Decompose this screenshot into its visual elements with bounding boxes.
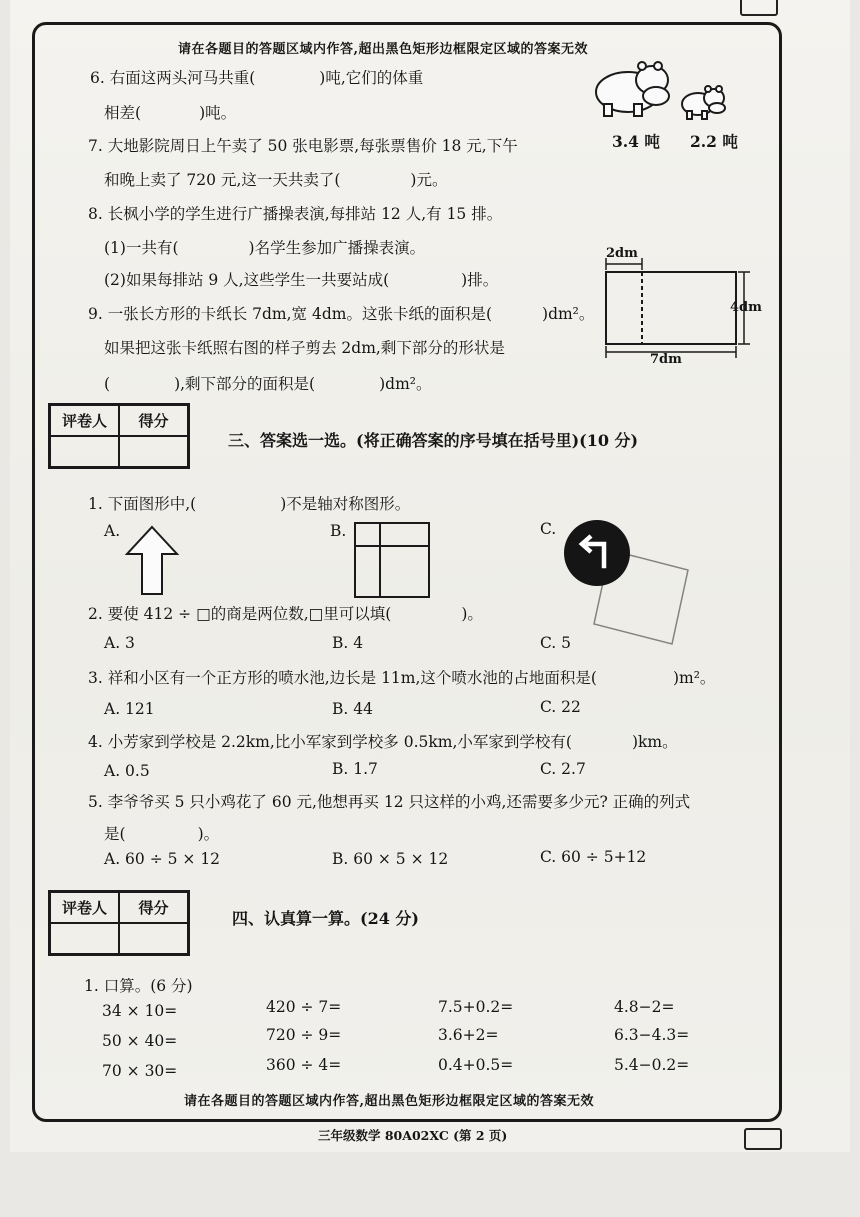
mental-col2-row1: 420 ÷ 7= — [266, 998, 342, 1016]
mental-col4-row3: 5.4−0.2= — [614, 1056, 690, 1074]
mental-col1-row3: 70 × 30= — [102, 1062, 178, 1080]
hippo-weight-small: 2.2 吨 — [690, 132, 738, 151]
q7-line1: 7. 大地影院周日上午卖了 50 张电影票,每张票售价 18 元,下午 — [88, 137, 518, 155]
small-hippo-icon — [682, 86, 725, 119]
s3-q4-option-a: A. 0.5 — [104, 762, 150, 780]
s3-q4-option-b: B. 1.7 — [332, 760, 378, 778]
s3-q1-option-c: C. — [540, 520, 557, 538]
s3-q2-option-b: B. 4 — [332, 634, 364, 652]
mental-col3-row1: 7.5+0.2= — [438, 998, 514, 1016]
score-label: 得分 — [119, 892, 188, 923]
q9-line3: ( ),剩下部分的面积是( )dm²。 — [104, 375, 432, 393]
q9-line2: 如果把这张卡纸照右图的样子剪去 2dm,剩下部分的形状是 — [104, 339, 505, 357]
s3-q3-option-c: C. 22 — [540, 698, 581, 716]
s3-q3: 3. 祥和小区有一个正方形的喷水池,边长是 11m,这个喷水池的占地面积是( )m²。 — [88, 669, 716, 687]
q8-line1: 8. 长枫小学的学生进行广播操表演,每排站 12 人,有 15 排。 — [88, 205, 503, 223]
mental-col3-row2: 3.6+2= — [438, 1026, 499, 1044]
mental-col2-row3: 360 ÷ 4= — [266, 1056, 342, 1074]
s3-q5-line1: 5. 李爷爷买 5 只小鸡花了 60 元,他想再买 12 只这样的小鸡,还需要多少元? 正确的列式 — [88, 793, 691, 811]
corner-marker-bottom — [744, 1128, 782, 1150]
q6-line1: 6. 右面这两头河马共重( )吨,它们的体重 — [90, 69, 424, 87]
s3-q5-line2: 是( )。 — [104, 825, 220, 843]
split-square-figure — [352, 520, 432, 600]
return-arrow-button[interactable] — [564, 520, 630, 586]
return-arrow-icon — [564, 520, 630, 586]
s4-sub1: 1. 口算。(6 分) — [84, 977, 193, 995]
mental-col4-row2: 6.3−4.3= — [614, 1026, 690, 1044]
grader-cell[interactable] — [50, 436, 119, 467]
mental-col2-row2: 720 ÷ 9= — [266, 1026, 342, 1044]
score-cell[interactable] — [119, 923, 188, 954]
s3-q1-option-a: A. — [104, 522, 121, 540]
corner-marker-top — [740, 0, 778, 16]
footer-notice: 请在各题目的答题区域内作答,超出黑色矩形边框限定区域的答案无效 — [184, 1094, 595, 1109]
s3-q1: 1. 下面图形中,( )不是轴对称图形。 — [88, 495, 411, 513]
score-box-section3 — [48, 403, 190, 469]
s3-q4-option-c: C. 2.7 — [540, 760, 586, 778]
s3-q1-option-b: B. — [330, 522, 347, 540]
s3-q2-option-c: C. 5 — [540, 634, 572, 652]
mental-col1-row1: 34 × 10= — [102, 1002, 178, 1020]
up-arrow-figure — [124, 524, 180, 596]
mental-col1-row2: 50 × 40= — [102, 1032, 178, 1050]
grader-cell[interactable] — [50, 923, 119, 954]
q8-sub1: (1)一共有( )名学生参加广播操表演。 — [104, 239, 426, 257]
s3-q2: 2. 要使 412 ÷ □的商是两位数,□里可以填( )。 — [88, 605, 483, 623]
s3-q3-option-b: B. 44 — [332, 700, 373, 718]
grader-label: 评卷人 — [50, 405, 119, 436]
q9-line1: 9. 一张长方形的卡纸长 7dm,宽 4dm。这张卡纸的面积是( )dm²。 — [88, 305, 595, 323]
s3-q2-option-a: A. 3 — [104, 634, 135, 652]
fig-label-7dm: 7dm — [650, 352, 682, 367]
fig-label-2dm: 2dm — [606, 246, 638, 261]
page-footer: 三年级数学 80A02XC (第 2 页) — [318, 1128, 508, 1143]
fig-label-4dm: 4dm — [730, 300, 762, 315]
mental-col4-row1: 4.8−2= — [614, 998, 675, 1016]
s3-q4: 4. 小芳家到学校是 2.2km,比小军家到学校多 0.5km,小军家到学校有( )km。 — [88, 733, 678, 751]
section4-title: 四、认真算一算。(24 分) — [232, 909, 419, 928]
s3-q5-option-a: A. 60 ÷ 5 × 12 — [104, 850, 221, 868]
s3-q5-option-c: C. 60 ÷ 5+12 — [540, 848, 647, 866]
s3-q3-option-a: A. 121 — [104, 700, 155, 718]
q8-sub2: (2)如果每排站 9 人,这些学生一共要站成( )排。 — [104, 271, 499, 289]
grader-label: 评卷人 — [50, 892, 119, 923]
q7-line2: 和晚上卖了 720 元,这一天共卖了( )元。 — [104, 171, 448, 189]
hippo-illustration — [590, 54, 750, 124]
score-label: 得分 — [119, 405, 188, 436]
score-cell[interactable] — [119, 436, 188, 467]
q6-line2: 相差( )吨。 — [104, 104, 237, 122]
mental-col3-row3: 0.4+0.5= — [438, 1056, 514, 1074]
s3-q5-option-b: B. 60 × 5 × 12 — [332, 850, 449, 868]
big-hippo-icon — [596, 62, 669, 116]
hippo-weight-big: 3.4 吨 — [612, 132, 660, 151]
header-notice: 请在各题目的答题区域内作答,超出黑色矩形边框限定区域的答案无效 — [178, 42, 589, 57]
section3-title: 三、答案选一选。(将正确答案的序号填在括号里)(10 分) — [228, 431, 639, 450]
score-box-section4 — [48, 890, 190, 956]
